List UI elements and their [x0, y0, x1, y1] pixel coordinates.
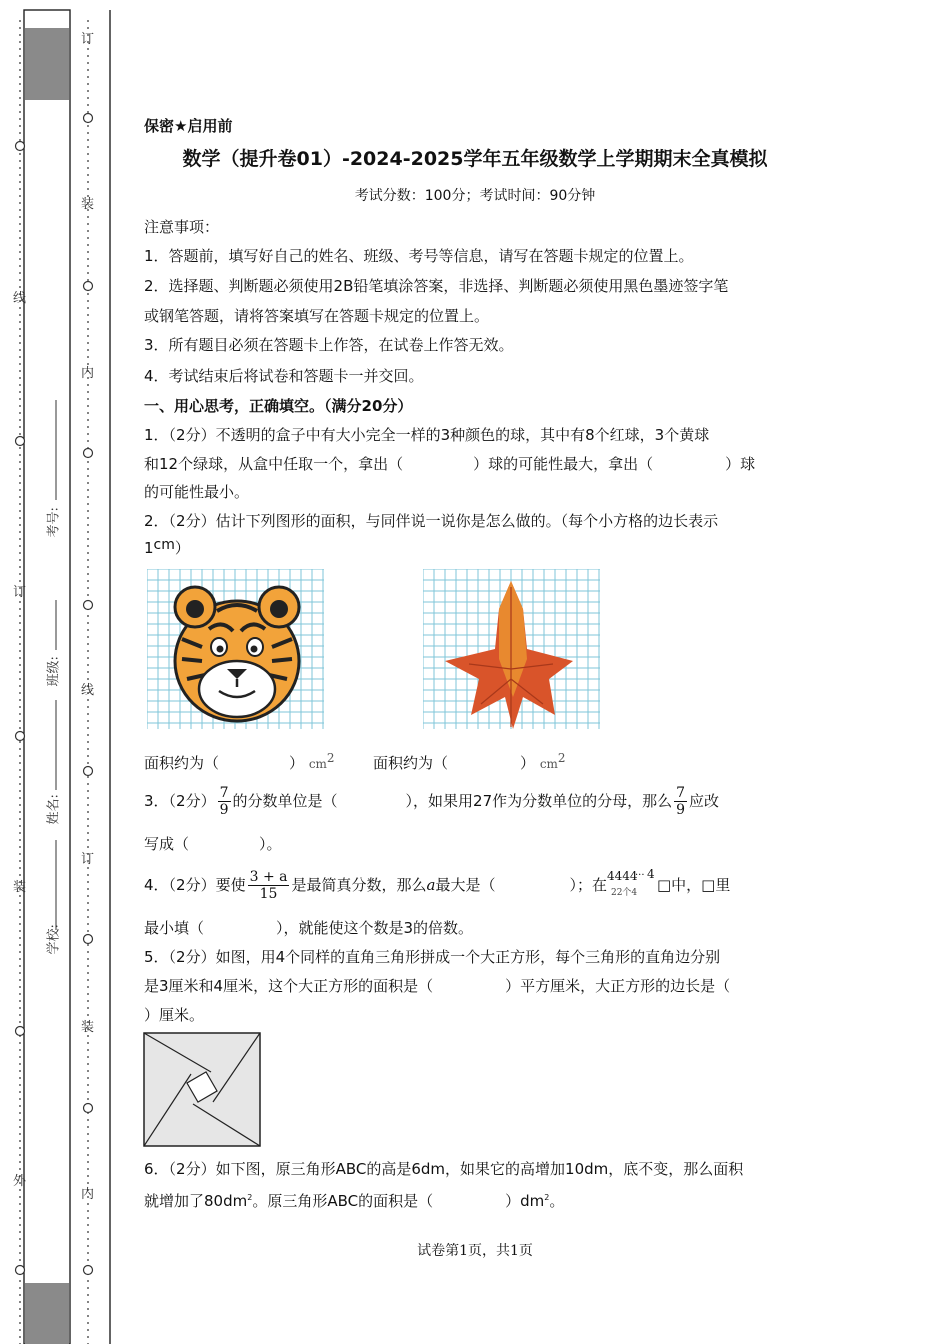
q5-line: ）厘米。 [144, 1006, 205, 1024]
q3-text: 写成（ [144, 835, 190, 853]
margin-inner-label: 内 [81, 1187, 95, 1202]
note-item: 4．考试结束后将试卷和答题卡一并交回。 [144, 367, 424, 385]
class-field-label: 班级: [46, 656, 62, 687]
area-label: ） [520, 754, 536, 772]
fraction-numerator: 3 + a [249, 869, 288, 885]
exam-info: 考试分数：100分；考试时间：90分钟 [354, 188, 596, 204]
fraction-denominator: 15 [259, 886, 278, 902]
q2-text: ） [174, 539, 190, 557]
exam-number-field-label: 考号: [46, 507, 62, 538]
fraction-numerator: 7 [676, 785, 686, 801]
area-unit-sup: 2 [557, 751, 566, 765]
q4-text: 最大是（ [435, 876, 496, 894]
tiger-face-drawing [175, 587, 299, 721]
q1-text: 和12个绿球，从盒中任取一个，拿出（ [144, 455, 404, 473]
q6-text: 。原三角形ABC的面积是（ [252, 1192, 434, 1210]
area-label: 面积约为（ [373, 754, 449, 772]
area-label: ） [289, 754, 305, 772]
margin-inner-label: 订 [81, 32, 95, 47]
fraction-denominator: 9 [219, 802, 229, 818]
area-unit: cm [539, 757, 558, 771]
note-item: 2．选择题、判断题必须使用2B铅笔填涂答案，非选择、判断题必须使用黑色墨迹签字笔 [144, 277, 729, 295]
q6-text: ）dm [505, 1192, 545, 1210]
q3-text: ），如果用27作为分数单位的分母，那么 [405, 792, 673, 810]
q2-text: 1 [144, 539, 154, 557]
note-item: 1．答题前，填写好自己的姓名、班级、考号等信息，请写在答题卡规定的位置上。 [144, 247, 694, 265]
number-ellipsis: ··· [634, 869, 645, 881]
q4-fraction [248, 869, 290, 902]
q4-text: ），就能使这个数是3的倍数。 [276, 919, 474, 937]
number-digits: 4444 [606, 868, 638, 883]
area-unit: cm [308, 757, 327, 771]
margin-inner-label: 装 [81, 197, 95, 212]
q6-text: 。 [549, 1192, 565, 1210]
q3-fraction [674, 785, 687, 818]
margin-outer-label: 装 [13, 880, 27, 895]
margin-outer-label: 线 [13, 291, 27, 306]
area-label: 面积约为（ [144, 754, 220, 772]
number-last-digit: 4 [646, 866, 655, 881]
school-field-label: 学校: [46, 924, 62, 955]
q1-line: 1．（2分）不透明的盒子中有大小完全一样的3种颜色的球，其中有8个红球，3个黄球 [144, 426, 710, 444]
fraction-denominator: 9 [676, 802, 686, 818]
q5-text: ）平方厘米，大正方形的边长是（ [505, 977, 731, 995]
maple-leaf-drawing [445, 581, 573, 729]
q4-variable: a [426, 876, 436, 894]
margin-inner-label: 线 [81, 683, 95, 698]
note-item: 3．所有题目必须在答题卡上作答，在试卷上作答无效。 [144, 336, 514, 354]
q4-repeated-number [606, 866, 657, 901]
q3-text: 3．（2分） [144, 792, 216, 810]
q3-text: 应改 [689, 792, 720, 810]
q6-line: 6．（2分）如下图，原三角形ABC的高是6dm，如果它的高增加10dm，底不变，那么面积 [144, 1160, 744, 1178]
q3-text: 的分数单位是（ [232, 792, 338, 810]
q1-line [144, 454, 755, 474]
q1-text: ）球的可能性最大，拿出（ [473, 455, 654, 473]
q3-text: ）。 [259, 835, 282, 853]
name-field-label: 姓名: [46, 794, 62, 825]
area-unit-sup: 2 [326, 751, 335, 765]
q6-text: 就增加了80dm [144, 1192, 248, 1210]
q4-text: 最小填（ [144, 919, 205, 937]
page-title: 数学（提升卷01）-2024-2025学年五年级数学上学期期末全真模拟 [182, 148, 768, 170]
q4-line [144, 866, 730, 904]
q4-text: 4．（2分）要使 [144, 876, 246, 894]
q4-line [144, 918, 473, 938]
tiger-grid-figure [147, 569, 327, 731]
q6-line [144, 1188, 564, 1211]
section-heading: 一、用心思考，正确填空。（满分20分） [144, 397, 413, 415]
secret-label: 保密★启用前 [144, 117, 233, 135]
note-item: 或钢笔答题，请将答案填写在答题卡规定的位置上。 [144, 307, 490, 325]
margin-outer-label: 外 [13, 1174, 27, 1189]
q4-text: □中，□里 [656, 876, 731, 894]
notes-heading: 注意事项： [144, 218, 220, 236]
margin-inner-label: 内 [81, 366, 95, 381]
q5-text: 是3厘米和4厘米，这个大正方形的面积是（ [144, 977, 434, 995]
fraction-numerator: 7 [219, 785, 229, 801]
pinwheel-square-figure [143, 1032, 262, 1148]
q3-line [144, 782, 719, 820]
number-brace-label: 22个4 [610, 887, 638, 898]
q6-sup: 2 [544, 1193, 550, 1202]
margin-inner-label: 装 [81, 1020, 95, 1035]
margin-outer-label: 订 [13, 585, 27, 600]
q2-line: 2．（2分）估计下列图形的面积，与同伴说一说你是怎么做的。（每个小方格的边长表示 [144, 512, 719, 530]
q4-text: 是最简真分数，那么 [291, 876, 427, 894]
page-footer: 试卷第1页，共1页 [417, 1243, 533, 1259]
q5-line [144, 976, 730, 996]
maple-leaf-grid-figure [423, 569, 603, 731]
q3-fraction [218, 785, 231, 818]
margin-inner-label: 订 [81, 852, 95, 867]
q1-line: 的可能性最小。 [144, 483, 250, 501]
q4-text: ）；在 [569, 876, 607, 894]
q2-area-answer-right [373, 748, 566, 774]
q6-sup: 2 [247, 1193, 253, 1202]
q2-unit: cm [153, 537, 175, 553]
q2-line [144, 538, 190, 559]
q3-line [144, 834, 282, 854]
q5-line: 5．（2分）如图，用4个同样的直角三角形拼成一个大正方形，每个三角形的直角边分别 [144, 948, 721, 966]
q1-text: ）球 [725, 455, 756, 473]
q2-area-answer-left [144, 748, 335, 774]
